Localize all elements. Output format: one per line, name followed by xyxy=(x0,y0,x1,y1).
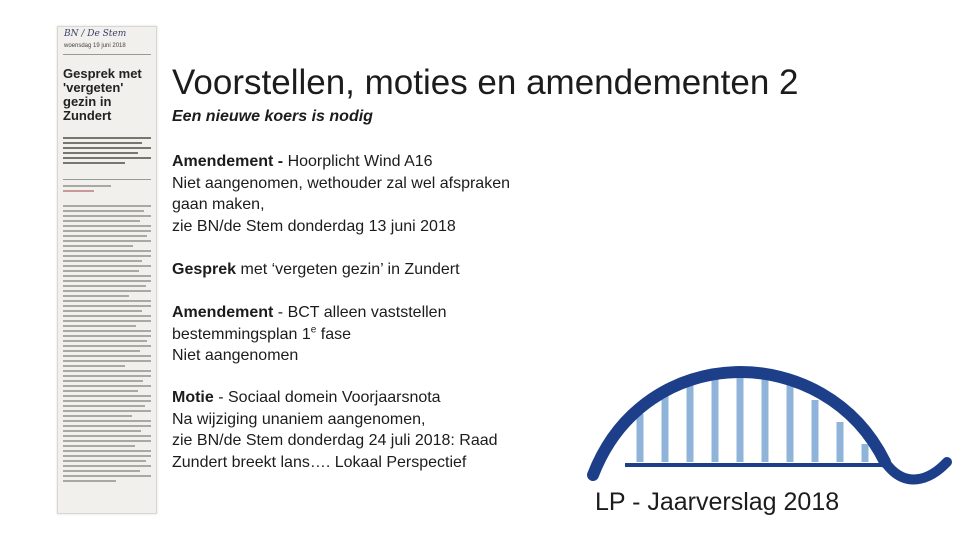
clipping-rule xyxy=(63,179,151,180)
item-text: - BCT alleen vaststellen xyxy=(273,304,447,321)
item-label: Amendement xyxy=(172,304,274,321)
clipping-rule xyxy=(63,54,151,55)
clipping-headline: Gesprek met 'vergeten' gezin in Zundert xyxy=(63,66,142,123)
item-line: Niet aangenomen, wethouder zal wel afspraken xyxy=(172,174,510,192)
clipping-body-text xyxy=(63,205,151,485)
item-line: Zundert breekt lans…. Lokaal Perspectief xyxy=(172,453,467,471)
item-gesprek xyxy=(172,259,572,281)
clipping-intro xyxy=(63,137,151,167)
clipping-date: woensdag 19 juni 2018 xyxy=(64,43,126,49)
item-motie xyxy=(172,387,572,473)
footer-text: LP - Jaarverslag 2018 xyxy=(595,488,840,516)
item-label: Gesprek xyxy=(172,261,237,278)
item-heading-line xyxy=(172,302,572,324)
item-line: Na wijziging unaniem aangenomen, xyxy=(172,410,426,428)
slide-title: Voorstellen, moties en amendementen 2 xyxy=(172,63,799,102)
item-amendement-wind xyxy=(172,151,572,237)
clipping-handwriting: BN / De Stem xyxy=(64,29,127,39)
item-line: Niet aangenomen xyxy=(172,347,299,364)
slide-subtitle: Een nieuwe koers is nodig xyxy=(172,108,373,125)
item-label: Amendement - xyxy=(172,153,284,170)
item-text: Hoorplicht Wind A16 xyxy=(283,153,433,170)
item-text: met ‘vergeten gezin’ in Zundert xyxy=(236,261,460,278)
bridge-logo xyxy=(585,350,955,490)
item-line: gaan maken, xyxy=(172,196,265,213)
item-line: bestemmingsplan 1e fase xyxy=(172,324,351,343)
item-amendement-bct xyxy=(172,302,572,367)
item-heading-line xyxy=(172,151,572,173)
item-line: zie BN/de Stem donderdag 24 juli 2018: Raad xyxy=(172,432,498,449)
item-label: Motie xyxy=(172,389,214,406)
bridge-arch-end xyxy=(885,462,947,479)
item-text: - Sociaal domein Voorjaarsnota xyxy=(213,389,441,406)
item-heading-line xyxy=(172,259,572,281)
newspaper-clipping-image xyxy=(57,26,157,514)
clipping-byline xyxy=(63,185,151,195)
item-line: zie BN/de Stem donderdag 13 juni 2018 xyxy=(172,217,456,235)
item-heading-line xyxy=(172,387,572,409)
